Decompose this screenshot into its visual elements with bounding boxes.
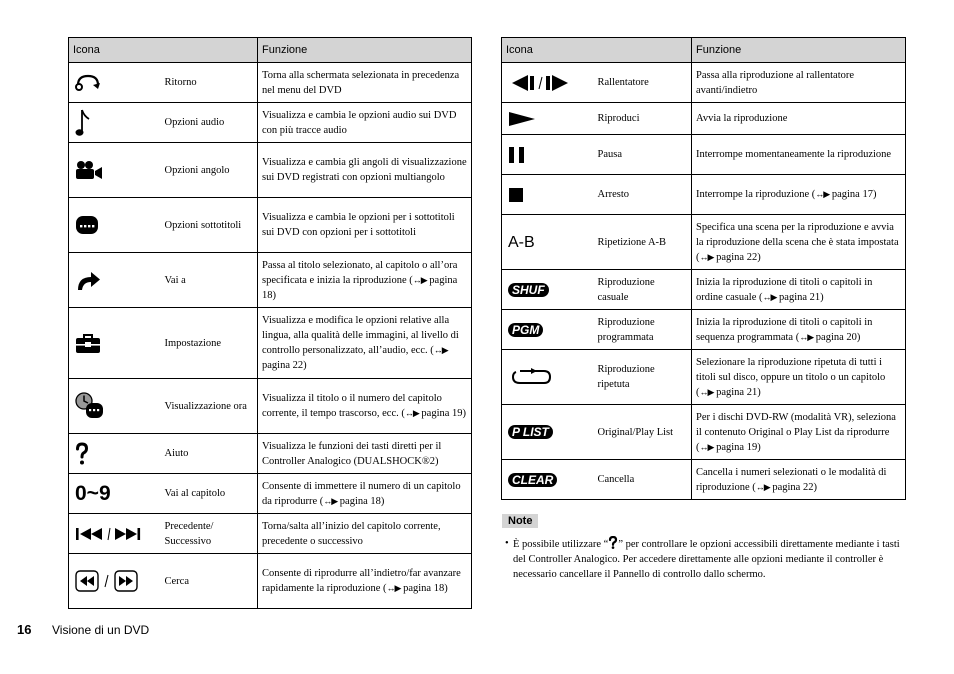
page-reference-label: pagina	[815, 331, 844, 343]
page-reference: (↔▶ pagina 18)	[380, 583, 448, 594]
function-column-header: Funzione	[692, 38, 906, 63]
icon-cell	[69, 143, 161, 198]
left-icon-table	[68, 37, 472, 609]
icon-cell	[502, 460, 594, 500]
icon-cell	[69, 198, 161, 253]
table-row	[69, 434, 472, 474]
page-number: 16	[17, 622, 32, 637]
page-reference-label: pagina	[421, 408, 450, 419]
icon-name: Impostazione	[161, 308, 258, 379]
page-reference: (↔▶ pagina 21)	[696, 386, 761, 398]
icon-cell	[502, 215, 594, 270]
page-reference-label: pagina	[716, 386, 745, 398]
icon-name: Cerca	[161, 554, 258, 609]
prev-next-icon	[75, 526, 161, 542]
icon-name: Visualizzazione ora	[161, 379, 258, 434]
function-cell	[692, 405, 906, 460]
function-text: Inizia la riproduzione di titoli o capitoli in ordine casuale	[696, 276, 873, 303]
function-cell	[258, 253, 472, 308]
function-cell	[692, 460, 906, 500]
page-reference: (↔▶ pagina 22)	[262, 345, 448, 371]
page-reference: (↔▶ pagina 19)	[696, 441, 761, 453]
page-footer-title: Visione di un DVD	[52, 623, 150, 637]
page-reference-number: 18	[370, 495, 381, 507]
table-row	[69, 143, 472, 198]
icon-name: Vai al capitolo	[161, 474, 258, 514]
page-reference-number: 17	[862, 189, 873, 200]
icon-cell	[502, 135, 594, 175]
question-icon	[608, 536, 618, 549]
function-text: Torna/salta all’inizio del capitolo corrente, precedente o successivo	[262, 520, 441, 547]
icon-column-header: Icona	[69, 38, 258, 63]
page-reference-number: 21	[809, 291, 821, 303]
function-text: Visualizza e cambia gli angoli di visualizzazione sui DVD registrati con opzioni multiangolo	[262, 157, 467, 183]
playlist-icon: P LIST	[508, 425, 594, 439]
function-text: Interrompe la riproduzione	[696, 189, 810, 200]
page-reference-label: pagina	[831, 189, 860, 200]
clock-display-icon	[75, 392, 161, 420]
table-row	[502, 175, 906, 215]
function-text: Visualizza e cambia le opzioni audio sui DVD con più tracce audio	[262, 109, 457, 136]
function-cell	[258, 554, 472, 609]
page-reference-number: 18	[262, 289, 273, 301]
page-reference-number: 21	[746, 386, 758, 398]
function-cell	[692, 310, 906, 350]
icon-name: Opzioni audio	[161, 103, 258, 143]
page-reference: (↔▶ pagina 18)	[262, 274, 458, 301]
note-text-after: ” per controllare le opzioni accessibili direttamente mediante i tasti del Controller Analogico. Per accedere direttamente alle opzioni mediante il controller è necessario cancellare il Pannello di controllo dallo schermo.	[513, 539, 900, 580]
table-row	[69, 253, 472, 308]
function-text: Per i dischi DVD-RW (modalità VR), seleziona il contenuto Original o Play List da riprodurre	[696, 411, 896, 438]
icon-name: Ripetizione A-B	[594, 215, 692, 270]
function-text: Visualizza il titolo o il numero del capitolo corrente, il tempo trascorso, ecc.	[262, 393, 442, 419]
function-cell	[258, 103, 472, 143]
function-cell	[258, 514, 472, 554]
table-row	[502, 350, 906, 405]
icon-cell	[69, 379, 161, 434]
function-text: Visualizza e modifica le opzioni relative alla lingua, alla qualità delle immagini, al livello di controllo personalizzato, all’audio, ecc.	[262, 315, 459, 356]
table-header	[502, 38, 906, 63]
page-reference-arrow-icon: ↔▶	[412, 274, 427, 285]
function-text: Passa alla riproduzione al rallentatore avanti/indietro	[696, 69, 855, 96]
icon-cell	[502, 405, 594, 460]
table-row	[69, 63, 472, 103]
icon-cell	[69, 63, 161, 103]
goto-arrow-icon	[75, 269, 161, 291]
page-reference-arrow-icon: ↔▶	[323, 495, 338, 506]
program-icon: PGM	[508, 323, 594, 337]
function-cell	[258, 434, 472, 474]
icon-cell	[69, 554, 161, 609]
icon-cell	[502, 270, 594, 310]
search-rewind-forward-icon	[75, 570, 161, 592]
table-row	[502, 270, 906, 310]
icon-name: Opzioni sottotitoli	[161, 198, 258, 253]
icon-cell	[69, 514, 161, 554]
note-bullet: •	[505, 538, 509, 549]
page-reference: (↔▶ pagina 17)	[809, 189, 877, 200]
icon-cell	[502, 103, 594, 135]
shuffle-icon: SHUF	[508, 283, 594, 297]
table-row	[69, 198, 472, 253]
icon-name: Aiuto	[161, 434, 258, 474]
icon-column-header: Icona	[502, 38, 692, 63]
icon-cell	[69, 434, 161, 474]
page-reference-arrow-icon: ↔▶	[699, 386, 714, 397]
icon-name: Riproduci	[594, 103, 692, 135]
function-cell	[692, 63, 906, 103]
page-reference-label: pagina	[339, 495, 368, 507]
function-cell	[692, 270, 906, 310]
function-cell	[258, 474, 472, 514]
function-text: Interrompe momentaneamente la riproduzione	[696, 149, 892, 160]
toolbox-icon	[75, 332, 161, 354]
page-reference-label: pagina	[262, 360, 291, 371]
function-cell	[692, 103, 906, 135]
function-text: Specifica una scena per la riproduzione e avvia la riproduzione della scena che è stata impostata	[696, 221, 899, 248]
icon-cell	[502, 175, 594, 215]
table-row	[502, 460, 906, 500]
function-cell	[692, 175, 906, 215]
icon-name: Opzioni angolo	[161, 143, 258, 198]
icon-name: Precedente/ Successivo	[161, 514, 258, 554]
icon-name: Cancella	[594, 460, 692, 500]
function-text: Avvia la riproduzione	[696, 113, 788, 124]
page-reference-arrow-icon: ↔▶	[755, 481, 770, 492]
table-row	[502, 135, 906, 175]
icon-name: Pausa	[594, 135, 692, 175]
right-icon-table	[501, 37, 906, 500]
function-cell	[258, 198, 472, 253]
icon-cell	[69, 308, 161, 379]
music-note-icon	[75, 108, 161, 138]
icon-cell	[502, 310, 594, 350]
page-reference: (↔▶ pagina 20)	[793, 331, 861, 343]
icon-cell	[502, 63, 594, 103]
icon-name: Ritorno	[161, 63, 258, 103]
zero-to-nine-icon: 0~9	[75, 482, 111, 505]
stop-icon	[508, 187, 594, 203]
function-text: Consente di immettere il numero di un capitolo da riprodurre	[262, 480, 461, 507]
page-reference-arrow-icon: ↔▶	[433, 345, 448, 355]
subtitle-icon	[75, 214, 161, 236]
repeat-icon	[508, 368, 594, 386]
table-row	[502, 310, 906, 350]
page-reference: (↔▶ pagina 22)	[749, 481, 817, 493]
clear-icon: CLEAR	[508, 473, 594, 487]
pause-icon	[508, 146, 594, 164]
page-reference-arrow-icon: ↔▶	[386, 583, 401, 593]
icon-name: Original/Play List	[594, 405, 692, 460]
function-text: Torna alla schermata selezionata in precedenza nel menu del DVD	[262, 69, 460, 96]
note-text	[505, 536, 905, 582]
icon-cell	[69, 253, 161, 308]
function-text: Visualizza e cambia le opzioni per i sottotitoli sui DVD con opzioni per i sottotitoli	[262, 212, 455, 238]
page-reference: (↔▶ pagina 21)	[756, 291, 824, 303]
table-header	[69, 38, 472, 63]
page-reference-number: 20	[846, 331, 857, 343]
function-text: Consente di riprodurre all’indietro/far avanzare rapidamente la riproduzione	[262, 568, 461, 594]
page-reference-label: pagina	[779, 291, 808, 303]
function-cell	[258, 379, 472, 434]
page-reference-number: 22	[746, 251, 758, 263]
icon-cell	[69, 474, 161, 514]
function-column-header: Funzione	[258, 38, 472, 63]
function-text: Inizia la riproduzione di titoli o capitoli in sequenza programmata	[696, 316, 873, 343]
note-body	[505, 536, 905, 582]
page-reference-label: pagina	[772, 481, 801, 493]
note-text-before: È possibile utilizzare “	[513, 539, 609, 550]
function-cell	[258, 63, 472, 103]
note-label: Note	[502, 514, 538, 528]
function-cell	[692, 215, 906, 270]
table-row	[502, 215, 906, 270]
page-reference-arrow-icon: ↔▶	[762, 291, 777, 302]
ab-repeat-icon: A-B	[508, 233, 535, 251]
function-text: Visualizza le funzioni dei tasti diretti per il Controller Analogico (DUALSHOCK®2)	[262, 440, 442, 467]
table-row	[69, 379, 472, 434]
icon-cell	[69, 103, 161, 143]
page-reference-arrow-icon: ↔▶	[815, 189, 830, 199]
icon-name: Riproduzione programmata	[594, 310, 692, 350]
page-reference-arrow-icon: ↔▶	[699, 441, 714, 452]
table-row	[69, 554, 472, 609]
page-reference: (↔▶ pagina 19)	[398, 408, 467, 419]
page-reference-number: 19	[452, 408, 463, 419]
page-reference-number: 19	[746, 441, 758, 453]
table-row	[69, 514, 472, 554]
icon-name: Vai a	[161, 253, 258, 308]
page-reference-arrow-icon: ↔▶	[799, 331, 814, 342]
page-reference: (↔▶ pagina 22)	[696, 251, 761, 263]
camera-angle-icon	[75, 160, 161, 180]
table-row	[69, 474, 472, 514]
function-cell	[692, 135, 906, 175]
page-reference: (↔▶ pagina 18)	[317, 495, 385, 507]
icon-name: Riproduzione ripetuta	[594, 350, 692, 405]
table-row	[69, 308, 472, 379]
table-row	[502, 103, 906, 135]
icon-name: Rallentatore	[594, 63, 692, 103]
function-cell	[258, 308, 472, 379]
icon-name: Riproduzione casuale	[594, 270, 692, 310]
page-reference-label: pagina	[716, 441, 745, 453]
function-text: Selezionare la riproduzione ripetuta di tutti i titoli sul disco, oppure un titolo o un capitolo	[696, 356, 886, 383]
page-reference-label: pagina	[403, 583, 432, 594]
table-row	[502, 63, 906, 103]
page-reference-number: 22	[292, 360, 304, 371]
table-row	[502, 405, 906, 460]
page-reference-label: pagina	[716, 251, 745, 263]
function-cell	[258, 143, 472, 198]
page-reference-number: 18	[433, 583, 445, 594]
function-cell	[692, 350, 906, 405]
play-icon	[508, 111, 594, 127]
page-reference-arrow-icon: ↔▶	[404, 408, 419, 418]
function-text: Cancella i numeri selezionati o le modalità di riproduzione	[696, 466, 887, 493]
table-row	[69, 103, 472, 143]
page-reference-arrow-icon: ↔▶	[699, 251, 714, 262]
page-reference-number: 22	[802, 481, 814, 493]
icon-cell	[502, 350, 594, 405]
function-text: Passa al titolo selezionato, al capitolo o all’ora specificata e inizia la riproduzione	[262, 259, 458, 286]
page-reference-label: pagina	[429, 274, 458, 286]
slow-motion-icon	[508, 74, 594, 92]
icon-name: Arresto	[594, 175, 692, 215]
question-icon	[75, 442, 161, 466]
return-icon	[75, 73, 161, 93]
